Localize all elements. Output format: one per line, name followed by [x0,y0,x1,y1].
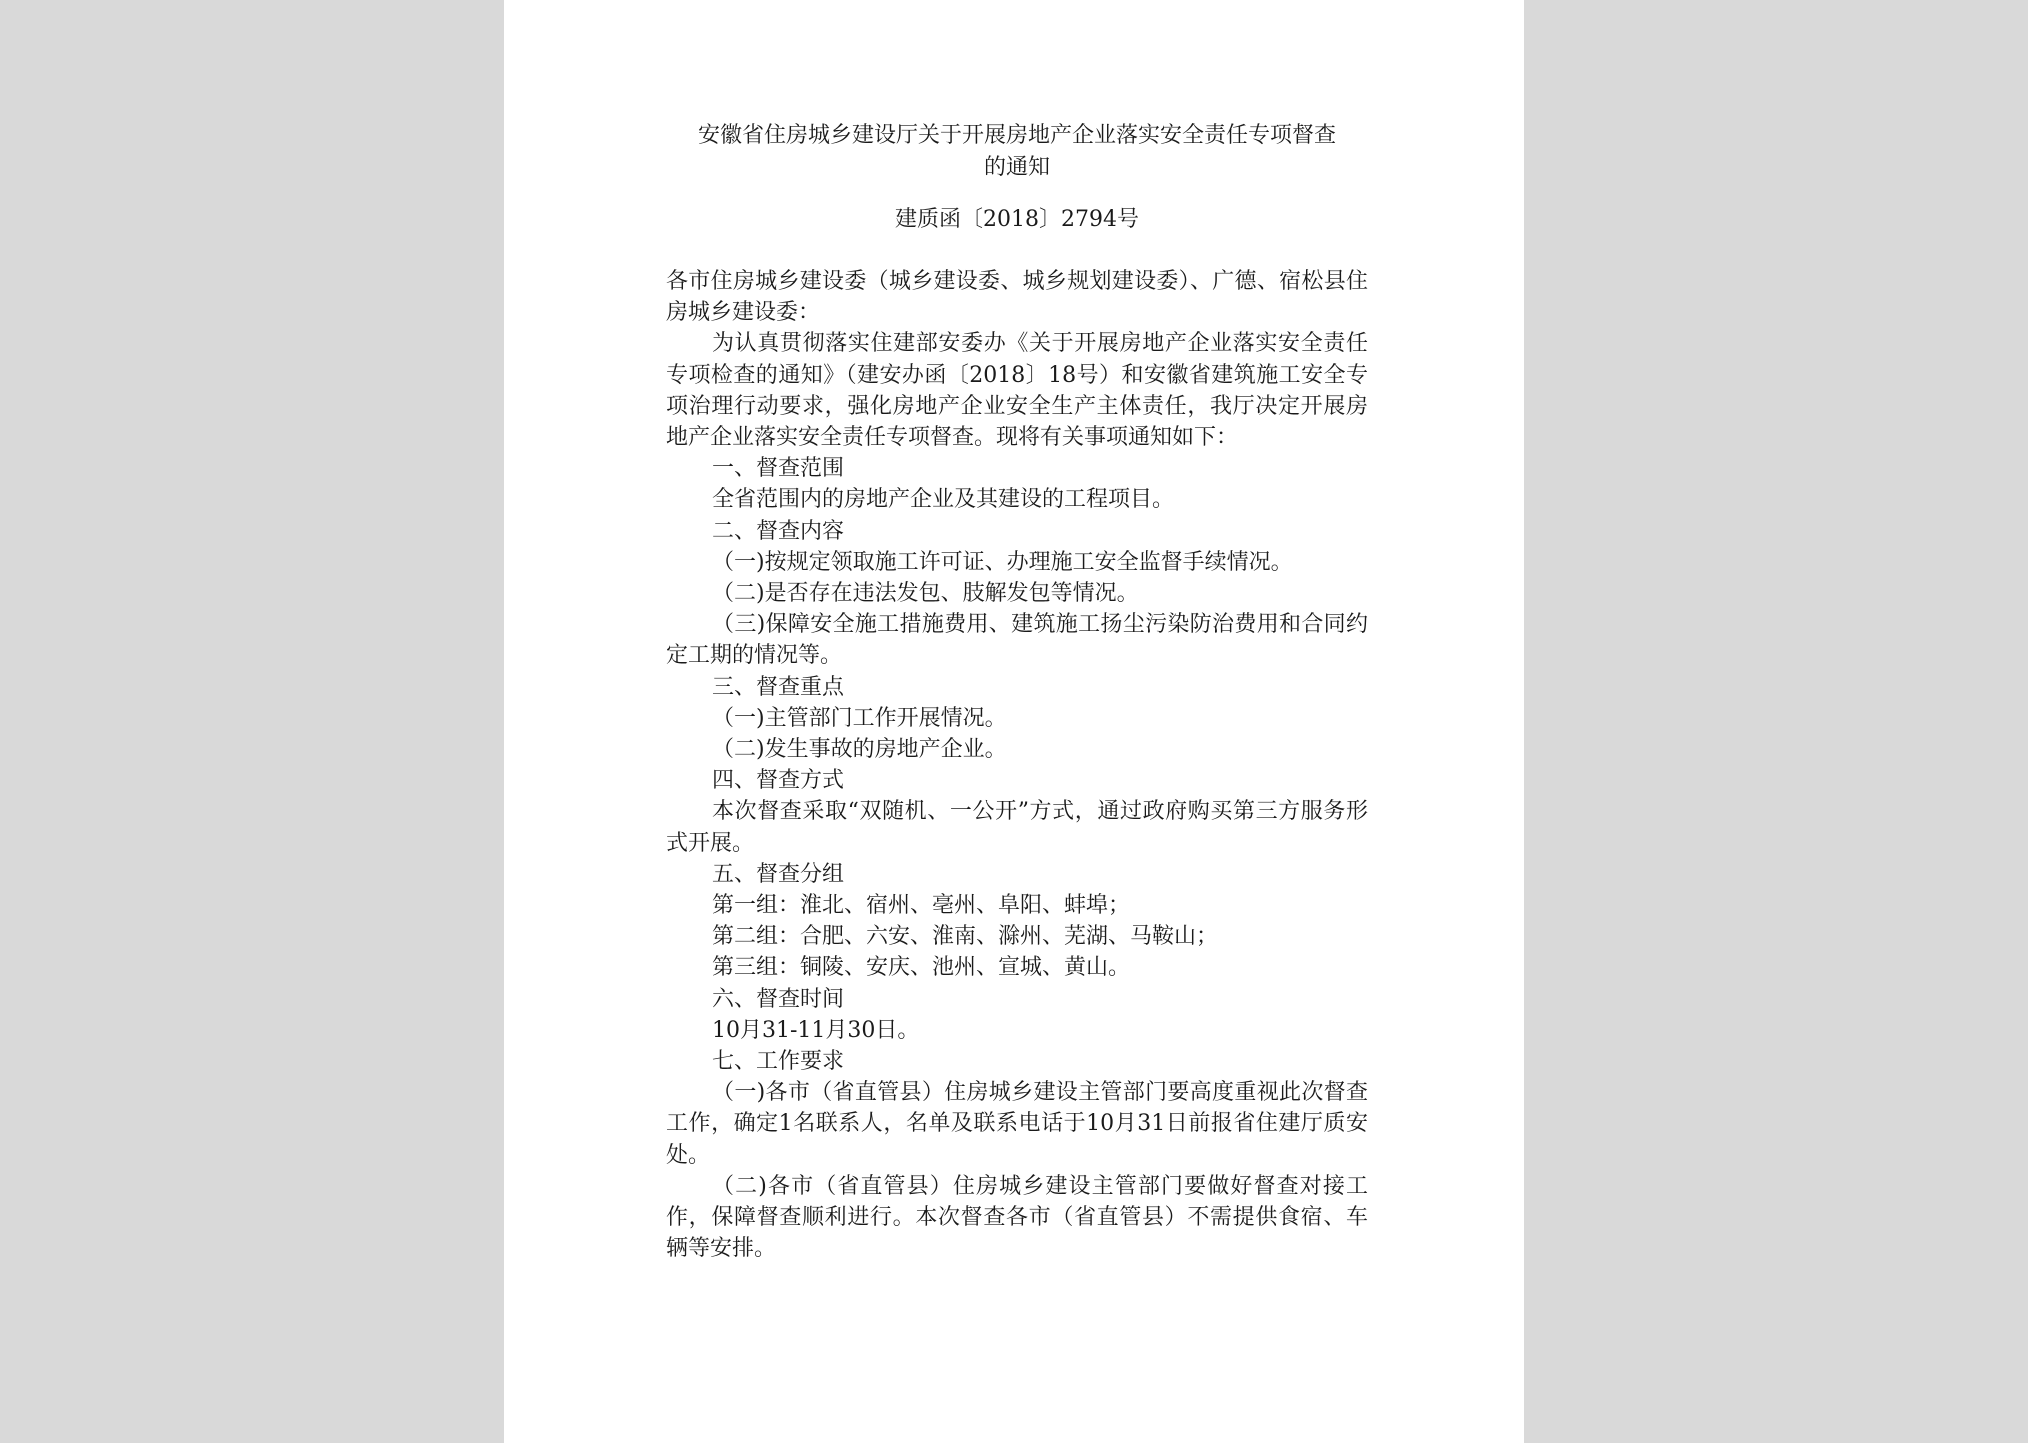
scope-text: 全省范围内的房地产企业及其建设的工程项目。 [712,487,1175,513]
document-body [666,266,1368,1265]
section-heading-requirements: 七、工作要求 [712,1049,845,1075]
section-heading-focus: 三、督查重点 [712,674,845,700]
content-item-2: （二)是否存在违法发包、肢解发包等情况。 [712,581,1139,607]
focus-item-2: （二)发生事故的房地产企业。 [712,737,1007,763]
method-text: 本次督查采取“双随机、一公开”方式，通过政府购买第三方服务形式开展。 [666,799,1368,856]
content-item-3: （三)保障安全施工措施费用、建筑施工扬尘污染防治费用和合同约定工期的情况等。 [666,612,1368,669]
focus-item-1: （一)主管部门工作开展情况。 [712,705,1007,731]
document-page [504,0,1524,1443]
requirement-2: （二)各市（省直管县）住房城乡建设主管部门要做好督查对接工作，保障督查顺利进行。本次督查各市（省直管县）不需提供食宿、车辆等安排。 [666,1173,1368,1262]
section-heading-scope: 一、督查范围 [712,456,845,482]
requirement-1: （一)各市（省直管县）住房城乡建设主管部门要高度重视此次督查工作，确定1名联系人，名单及联系电话于10月31日前报省住建厅质安处。 [666,1080,1368,1168]
salutation: 各市住房城乡建设委（城乡建设委、城乡规划建设委）、广德、宿松县住房城乡建设委： [666,269,1368,326]
document-number: 建质函〔2018〕2794号 [895,207,1139,232]
section-heading-content: 二、督查内容 [712,518,845,544]
title-line-1: 安徽省住房城乡建设厅关于开展房地产企业落实安全责任专项督查 [697,123,1336,148]
section-heading-method: 四、督查方式 [712,768,845,794]
title-line-2: 的通知 [983,155,1050,180]
group-1: 第一组：淮北、宿州、亳州、阜阳、蚌埠； [712,893,1131,919]
group-3: 第三组：铜陵、安庆、池州、宣城、黄山。 [712,955,1131,981]
time-text: 10月31-11月30日。 [712,1017,920,1043]
content-item-1: （一)按规定领取施工许可证、办理施工安全监督手续情况。 [712,549,1293,575]
document-title [666,120,1368,184]
group-2: 第二组：合肥、六安、淮南、滁州、芜湖、马鞍山； [712,924,1219,950]
section-heading-groups: 五、督查分组 [712,861,845,887]
intro-paragraph: 为认真贯彻落实住建部安委办《关于开展房地产企业落实安全责任专项检查的通知》（建安办函〔2018〕18号）和安徽省建筑施工安全专项治理行动要求，强化房地产企业安全生产主体责任，我厅决定开展房地产企业落实安全责任专项督查。现将有关事项通知如下： [666,331,1368,451]
section-heading-time: 六、督查时间 [712,986,845,1012]
